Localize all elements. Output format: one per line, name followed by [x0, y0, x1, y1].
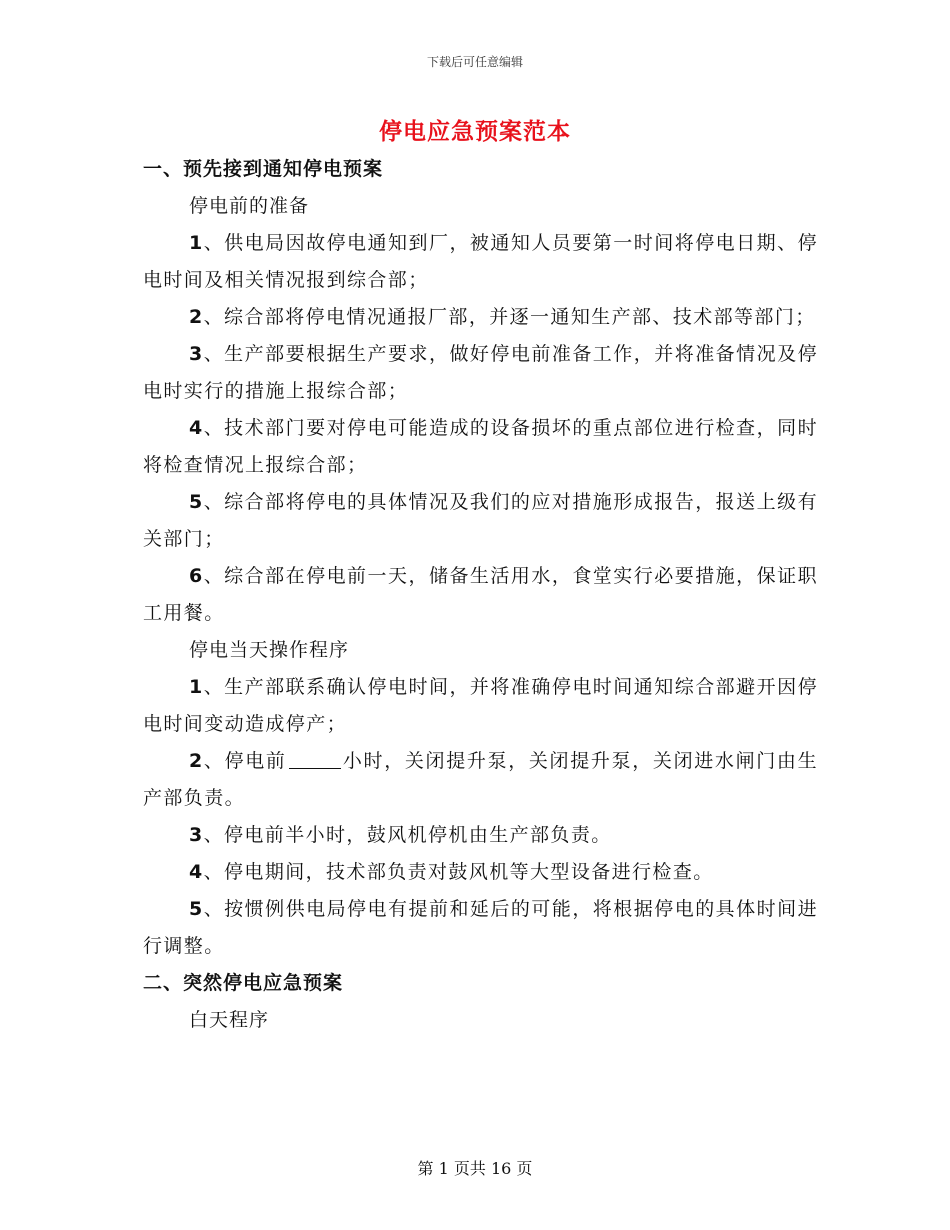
section-heading-2: 二、突然停电应急预案 — [143, 972, 344, 994]
list-item — [143, 299, 818, 336]
item-number: 2 — [189, 750, 204, 772]
fill-in-blank — [289, 751, 341, 769]
list-item — [143, 854, 818, 891]
page-footer: 第 1 页共 16 页 — [417, 1159, 533, 1178]
item-text: 、综合部在停电前一天，储备生活用水，食堂实行必要措施，保证职工用餐。 — [143, 565, 818, 624]
item-text: 、技术部门要对停电可能造成的设备损坏的重点部位进行检查，同时将检查情况上报综合部； — [143, 417, 818, 476]
item-number: 5 — [189, 898, 204, 920]
list-item — [143, 891, 818, 965]
item-text: 、综合部将停电的具体情况及我们的应对措施形成报告，报送上级有关部门； — [143, 491, 818, 550]
sub-heading-daytime: 白天程序 — [189, 1009, 270, 1031]
document-body — [143, 151, 818, 1039]
list-item — [143, 336, 818, 410]
item-text: 、停电期间，技术部负责对鼓风机等大型设备进行检查。 — [203, 861, 714, 883]
list-item — [143, 558, 818, 632]
item-number: 2 — [189, 306, 204, 328]
list-item — [143, 484, 818, 558]
item-number: 4 — [189, 417, 204, 439]
list-item — [143, 410, 818, 484]
header-note: 下载后可任意编辑 — [426, 55, 523, 69]
item-text: 、按惯例供电局停电有提前和延后的可能，将根据停电的具体时间进行调整。 — [143, 898, 818, 957]
item-number: 3 — [189, 343, 204, 365]
document-title: 停电应急预案范本 — [379, 118, 571, 145]
section-heading-1: 一、预先接到通知停电预案 — [143, 158, 384, 180]
item-number: 3 — [189, 824, 204, 846]
item-text: 、综合部将停电情况通报厂部，并逐一通知生产部、技术部等部门； — [203, 306, 816, 328]
item-text: 、停电前 — [203, 750, 287, 772]
list-item — [143, 669, 818, 743]
item-number: 4 — [189, 861, 204, 883]
list-item — [143, 743, 818, 817]
item-number: 6 — [189, 565, 204, 587]
item-text: 、停电前半小时，鼓风机停机由生产部负责。 — [203, 824, 612, 846]
item-number: 1 — [189, 232, 204, 254]
list-item — [143, 817, 818, 854]
item-text: 、供电局因故停电通知到厂，被通知人员要第一时间将停电日期、停电时间及相关情况报到综合部； — [143, 232, 818, 291]
list-item — [143, 225, 818, 299]
sub-heading-prep: 停电前的准备 — [189, 195, 310, 217]
item-text: 、生产部要根据生产要求，做好停电前准备工作，并将准备情况及停电时实行的措施上报综合部； — [143, 343, 818, 402]
sub-heading-day-procedure: 停电当天操作程序 — [189, 639, 350, 661]
item-number: 5 — [189, 491, 204, 513]
item-number: 1 — [189, 676, 204, 698]
item-text: 、生产部联系确认停电时间，并将准确停电时间通知综合部避开因停电时间变动造成停产； — [143, 676, 818, 735]
item-text: 小时，关闭提升泵，关闭提升泵，关闭进水闸门由生产部负责。 — [143, 750, 818, 809]
